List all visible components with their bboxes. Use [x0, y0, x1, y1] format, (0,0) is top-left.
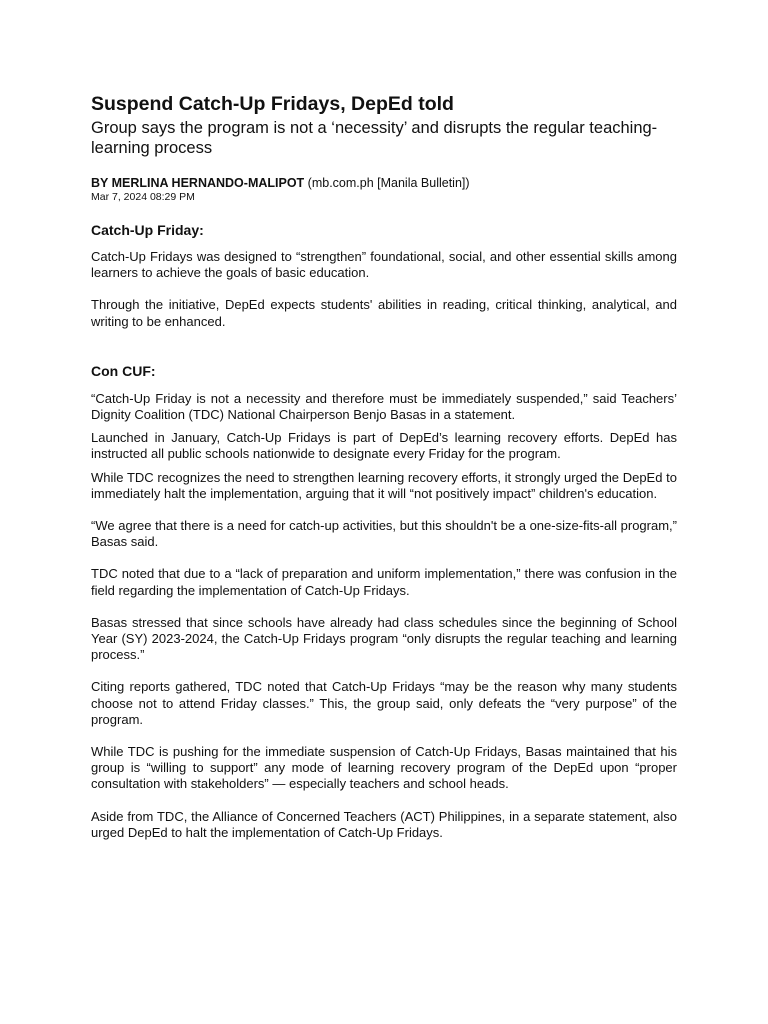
- paragraph: “Catch-Up Friday is not a necessity and therefore must be immediately suspended,” said Teachers’ Dignity Coalition (TDC) National Chairperson Benjo Basas in a statement.: [91, 390, 677, 423]
- section-heading-catch-up-friday: Catch-Up Friday:: [91, 222, 204, 238]
- paragraph: While TDC recognizes the need to strengthen learning recovery efforts, it strongly urged the DepEd to immediately halt the implementation, arguing that it will “not positively impact” children's education.: [91, 469, 677, 501]
- section-heading-con-cuf: Con CUF:: [91, 362, 156, 379]
- document-page: [91, 92, 677, 841]
- paragraph: Aside from TDC, the Alliance of Concerned Teachers (ACT) Philippines, in a separate statement, also urged DepEd to halt the implementation of Catch-Up Fridays.: [91, 808, 677, 840]
- article-subtitle: Group says the program is not a ‘necessity’ and disrupts the regular teaching-learning process: [91, 119, 658, 157]
- paragraph: “We agree that there is a need for catch-up activities, but this shouldn't be a one-size-fits-all program,” Basas said.: [91, 518, 677, 550]
- paragraph: Citing reports gathered, TDC noted that Catch-Up Fridays “may be the reason why many students choose not to attend Friday classes.” This, the group said, only defeats the “very purpose” of the program.: [91, 679, 677, 727]
- article-date: Mar 7, 2024 08:29 PM: [91, 191, 195, 203]
- byline-source: (mb.com.ph [Manila Bulletin]): [304, 176, 470, 190]
- paragraph: While TDC is pushing for the immediate suspension of Catch-Up Fridays, Basas maintained that his group is “willing to support” any mode of learning recovery program of the DepEd upon “proper consultation with stakeholders” — especially teachers and school heads.: [91, 744, 677, 792]
- paragraph: Through the initiative, DepEd expects students' abilities in reading, critical thinking, analytical, and writing to be enhanced.: [91, 297, 677, 329]
- paragraph: Basas stressed that since schools have already had class schedules since the beginning of School Year (SY) 2023-2024, the Catch-Up Fridays program “only disrupts the regular teaching and learning process.”: [91, 614, 677, 663]
- byline-author: BY MERLINA HERNANDO-MALIPOT: [91, 176, 305, 190]
- byline: [91, 175, 677, 191]
- paragraph: TDC noted that due to a “lack of preparation and uniform implementation,” there was confusion in the field regarding the implementation of Catch-Up Fridays.: [91, 566, 677, 598]
- article-title: Suspend Catch-Up Fridays, DepEd told: [91, 93, 454, 115]
- paragraph: Launched in January, Catch-Up Fridays is part of DepEd’s learning recovery efforts. DepEd has instructed all public schools nationwide to designate every Friday for the program.: [91, 430, 677, 462]
- paragraph: Catch-Up Fridays was designed to “strengthen” foundational, social, and other essential skills among learners to achieve the goals of basic education.: [91, 249, 677, 281]
